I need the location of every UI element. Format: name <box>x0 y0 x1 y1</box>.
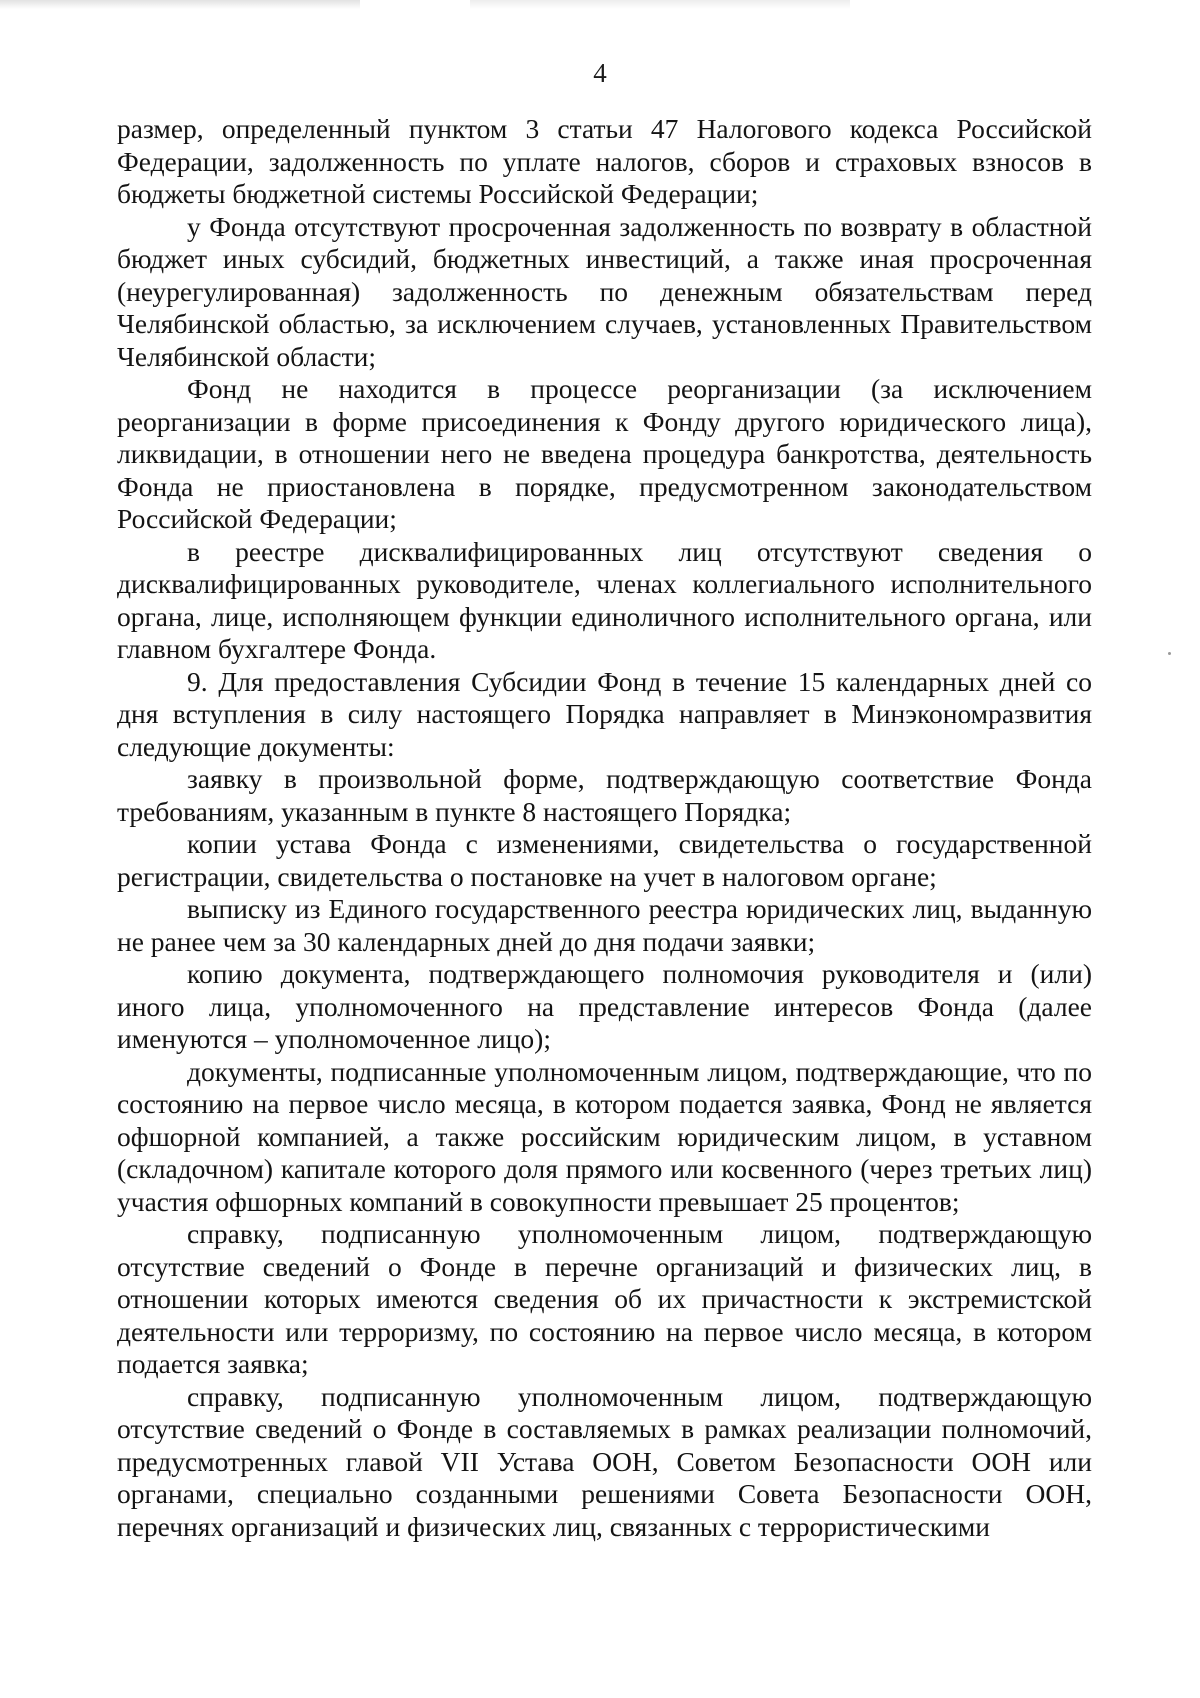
paragraph: заявку в произвольной форме, подтверждающую соответствие Фонда требованиям, указанным в пункте 8 настоящего Порядка; <box>117 763 1092 827</box>
paragraph: у Фонда отсутствуют просроченная задолженность по возврату в областной бюджет иных субсидий, бюджетных инвестиций, а также иная просроченная (неурегулированная) задолженность по денежным обязательствам перед Челябинской областью, за исключением случаев, установленных Правительством Челябинской области; <box>117 210 1092 372</box>
paragraph: выписку из Единого государственного реестра юридических лиц, выданную не ранее чем за 30 календарных дней до дня подачи заявки; <box>117 893 1092 957</box>
paragraph: Фонд не находится в процессе реорганизации (за исключением реорганизации в форме присоединения к Фонду другого юридического лица), ликвидации, в отношении него не введена процедура банкротства, деятельность Фонда не приостановлена в порядке, предусмотренном законодательством Российской Федерации; <box>117 373 1092 534</box>
paragraph: документы, подписанные уполномоченным лицом, подтверждающие, что по состоянию на первое число месяца, в котором подается заявка, Фонд не является офшорной компанией, а также российским юридическим лицом, в уставном (складочном) капитале которого доля прямого или косвенного (через третьих лиц) участия офшорных компаний в совокупности превышает 25 процентов; <box>117 1055 1092 1217</box>
paragraph: справку, подписанную уполномоченным лицом, подтверждающую отсутствие сведений о Фонде в перечне организаций и физических лиц, в отношении которых имеются сведения об их причастности к экстремистской деятельности или терроризму, по состоянию на первое число месяца, в котором подается заявка; <box>117 1218 1092 1379</box>
paragraph: в реестре дисквалифицированных лиц отсутствуют сведения о дисквалифицированных руководителе, членах коллегиального исполнительного органа, лице, исполняющем функции единоличного исполнительного органа, или главном бухгалтере Фонда. <box>117 535 1092 664</box>
paragraph: справку, подписанную уполномоченным лицом, подтверждающую отсутствие сведений о Фонде в составляемых в рамках реализации полномочий, предусмотренных главой VII Устава ООН, Советом Безопасности ООН или органами, специально созданными решениями Совета Безопасности ООН, перечнях организаций и физических лиц, связанных с террористическими <box>117 1380 1092 1542</box>
paragraph: копию документа, подтверждающего полномочия руководителя и (или) иного лица, уполномоченного на представление интересов Фонда (далее именуются – уполномоченное лицо); <box>117 958 1092 1054</box>
paragraph: копии устава Фонда с изменениями, свидетельства о государственной регистрации, свидетельства о постановке на учет в налоговом органе; <box>117 828 1092 892</box>
scan-speck <box>1168 652 1171 655</box>
document-body <box>117 113 1092 1543</box>
scan-edge-shadow <box>470 0 850 9</box>
paragraph: 9. Для предоставления Субсидии Фонд в течение 15 календарных дней со дня вступления в силу настоящего Порядка направляет в Минэкономразвития следующие документы: <box>117 665 1092 762</box>
page-number: 4 <box>593 58 607 88</box>
scan-edge-shadow <box>0 0 360 9</box>
paragraph: размер, определенный пунктом 3 статьи 47 Налогового кодекса Российской Федерации, задолженность по уплате налогов, сборов и страховых взносов в бюджеты бюджетной системы Российской Федерации; <box>117 113 1092 209</box>
